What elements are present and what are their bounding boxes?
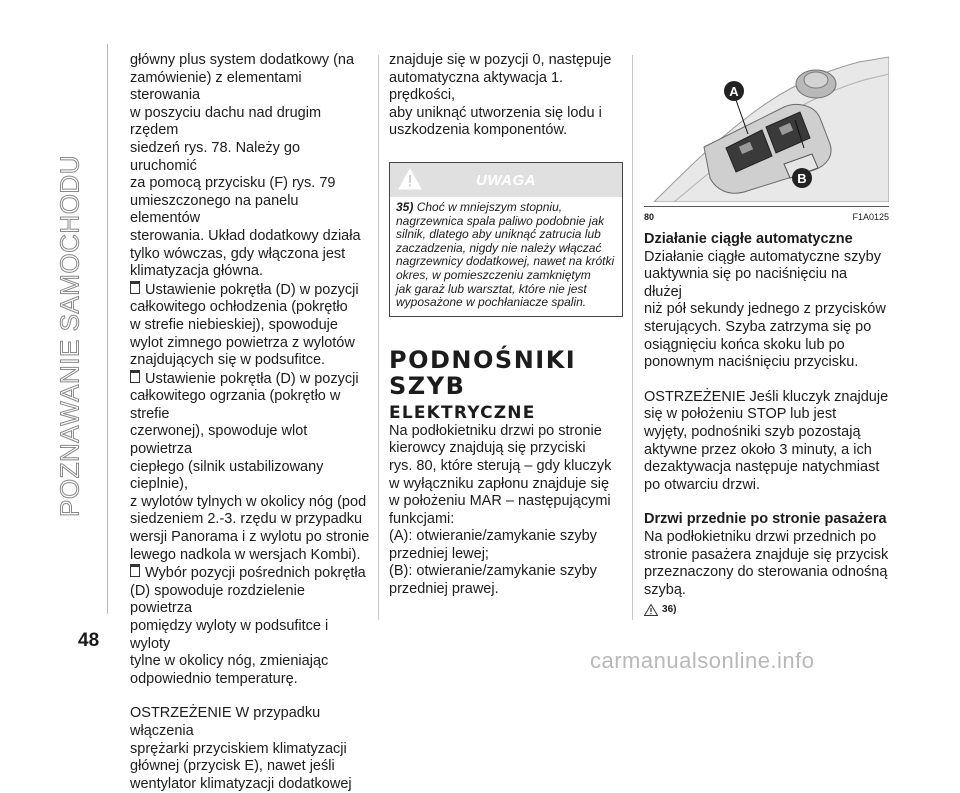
column-divider <box>378 55 379 620</box>
text-line: OSTRZEŻENIE W przypadku włączenia <box>130 705 321 739</box>
text-line: znajduje się w pozycji 0, następuje <box>389 52 612 68</box>
text-line: sterowania. Układ dodatkowy działa <box>130 227 361 244</box>
chapter-divider <box>107 44 108 614</box>
text-line: w strefie niebieskiej), spowoduje <box>130 316 338 333</box>
col1-note <box>130 705 370 793</box>
text-line: zamówienie) z elementami sterowania <box>130 69 302 104</box>
bullet-item-3 <box>130 564 370 688</box>
bullet-icon <box>130 564 140 577</box>
warning-body <box>390 197 622 316</box>
text-line: Wybór pozycji pośrednich pokrętła <box>145 565 366 582</box>
text-line: klimatyzacja główna. <box>130 263 263 280</box>
text-line: po otwarciu drzwi. <box>644 476 761 493</box>
text-line: funkcjami: <box>389 510 455 527</box>
text-line: automatyczna aktywacja 1. prędkości, <box>389 69 564 104</box>
text-line: siedzeniem 2.-3. rzędu w przypadku <box>130 511 363 528</box>
text-line: znajdujących się w podsufitce. <box>130 352 326 369</box>
text-line: kierowcy znajdują się przyciski <box>389 440 586 457</box>
text-line: nagrzewnica spala paliwo podobnie jak <box>396 213 605 228</box>
text-line: umieszczonego na panelu elementów <box>130 192 299 227</box>
bullet-item-1 <box>130 281 370 370</box>
text-line: Na podłokietniku drzwi przednich po <box>644 528 877 545</box>
column-2 <box>389 52 621 599</box>
text-line: dezaktywacja następuje natychmiast <box>644 459 880 476</box>
heading-passenger-door: Drzwi przednie po stronie pasażera <box>644 511 887 528</box>
warning-reference <box>644 601 889 619</box>
text-line: (A): otwieranie/zamykanie szyby <box>389 528 597 545</box>
text-line: stronie pasażera znajduje się przycisk <box>644 546 889 563</box>
window-switch-figure <box>644 52 889 202</box>
watermark: carmanualsonline.info <box>590 648 815 673</box>
text-line: jak garaż lub warsztat, które nie jest <box>396 281 587 296</box>
text-line: Ustawienie pokrętła (D) w pozycji <box>145 281 359 298</box>
text-line: niż pół sekundy jednego z przycisków <box>644 301 886 318</box>
text-line: zaczadzenia, nigdy nie należy włączać <box>396 240 602 255</box>
col3-paragraph-2 <box>644 389 889 495</box>
warning-header <box>390 163 622 197</box>
column-1 <box>130 52 370 793</box>
text-line: całkowitego ochłodzenia (pokrętło <box>130 299 348 316</box>
text-line: osiągnięciu końca skoku lub po <box>644 336 845 353</box>
bullet-item-2 <box>130 370 370 565</box>
text-line: ponownym naciśnięciu przycisku. <box>644 354 859 371</box>
text-line: siedzeń rys. 78. Należy go uruchomić <box>130 139 301 174</box>
text-line: wyposażone w pochłaniacze spalin. <box>396 295 587 310</box>
text-line: za pomocą przycisku (F) rys. 79 <box>130 175 336 192</box>
text-line: wersji Panorama i z wylotu po stronie <box>130 529 370 546</box>
text-line: lewego nadkola w wersjach Kombi). <box>130 546 361 563</box>
warning-icon <box>644 604 658 616</box>
text-line: nagrzewnicy dodatkowej, nawet na krótki <box>396 254 615 269</box>
text-line: Działanie ciągłe automatyczne szyby <box>644 248 881 265</box>
text-line: silnik, dlatego aby uniknąć zatrucia lub <box>396 227 601 242</box>
figure-number: 80 <box>644 212 655 222</box>
bullet-icon <box>130 370 140 383</box>
col3-paragraph-1 <box>644 249 889 372</box>
text-line: pomiędzy wyloty w podsufitce i wyloty <box>130 618 329 652</box>
text-line: Ustawienie pokrętła (D) w pozycji <box>145 370 359 387</box>
figure-code: F1A0125 <box>852 212 889 222</box>
text-line: OSTRZEŻENIE Jeśli kluczyk znajduje <box>644 388 889 405</box>
text-line: Choć w mniejszym stopniu, <box>416 199 563 214</box>
text-line: ciepłego (silnik ustabilizowany cieplnie), <box>130 458 324 493</box>
warning-box <box>389 162 623 317</box>
col3-paragraph-3 <box>644 529 889 599</box>
text-line: aktywne przez około 3 minuty, a ich <box>644 441 872 458</box>
bullet-icon <box>130 281 140 294</box>
text-line: wylot zimnego powietrza z wylotów <box>130 334 355 351</box>
text-line: głównej (przycisk E), nawet jeśli <box>130 758 335 775</box>
text-line: główny plus system dodatkowy (na <box>130 52 355 68</box>
text-line: okres, w pomieszczeniu zamkniętym <box>396 267 591 282</box>
section-subtitle: ELEKTRYCZNE <box>389 402 536 423</box>
function-b <box>389 563 621 598</box>
col2-intro <box>389 52 621 140</box>
heading-continuous-operation: Działanie ciągłe automatyczne <box>644 231 853 247</box>
col1-intro <box>130 52 370 281</box>
text-line: sprężarki przyciskiem klimatyzacji <box>130 740 347 757</box>
text-line: w poszyciu dachu nad drugim rzędem <box>130 104 322 139</box>
text-line: wyjęty, podnośniki szyb pozostają <box>644 423 861 440</box>
text-line: rys. 80, które sterują – gdy kluczyk <box>389 457 612 474</box>
text-line: z wylotów tylnych w okolicy nóg (pod <box>130 493 367 510</box>
warning-title: UWAGA <box>476 171 536 189</box>
column-3 <box>644 52 889 620</box>
text-line: przeznaczony do sterowania odnośną <box>644 564 888 581</box>
text-line: w położeniu MAR – następującymi <box>389 493 611 510</box>
column-divider <box>632 55 633 620</box>
text-line: uszkodzenia komponentów. <box>389 122 568 139</box>
door-armrest-illustration <box>644 52 889 202</box>
label-a: A <box>729 84 739 99</box>
text-line: całkowitego ogrzania (pokrętło w strefie <box>130 388 341 422</box>
figure-caption <box>644 206 889 221</box>
function-a <box>389 528 621 563</box>
col2-body <box>389 423 621 529</box>
text-line: uaktywnia się po naciśnięciu na dłużej <box>644 266 848 300</box>
label-b: B <box>797 171 807 186</box>
section-title: PODNOŚNIKI SZYB <box>389 345 577 400</box>
page-number: 48 <box>78 630 100 651</box>
text-line: Na podłokietniku drzwi po stronie <box>389 422 602 439</box>
text-line: (D) spowoduje rozdzielenie powietrza <box>130 582 305 617</box>
text-line: przedniej prawej. <box>389 581 499 598</box>
text-line: aby uniknąć utworzenia się lodu i <box>389 104 602 121</box>
text-line: się w położeniu STOP lub jest <box>644 406 837 423</box>
text-line: tylne w okolicy nóg, zmieniając <box>130 653 329 670</box>
text-line: wentylator klimatyzacji dodatkowej <box>130 775 352 792</box>
text-line: szybą. <box>644 581 686 598</box>
text-line: sterujących. Szyba zatrzyma się po <box>644 318 872 335</box>
text-line: w wyłączniku zapłonu znajduje się <box>389 475 610 492</box>
warning-ref-number: 36) <box>662 604 677 616</box>
text-line: przedniej lewej; <box>389 545 489 562</box>
warning-number: 35) <box>396 199 414 214</box>
text-line: czerwonej), spowoduje wlot powietrza <box>130 423 308 458</box>
text-line: tylko wówczas, gdy włączona jest <box>130 245 346 262</box>
chapter-tab: POZNAWANIE SAMOCHODU <box>54 155 85 517</box>
text-line: odpowiednio temperaturę. <box>130 670 298 687</box>
text-line: (B): otwieranie/zamykanie szyby <box>389 563 597 580</box>
